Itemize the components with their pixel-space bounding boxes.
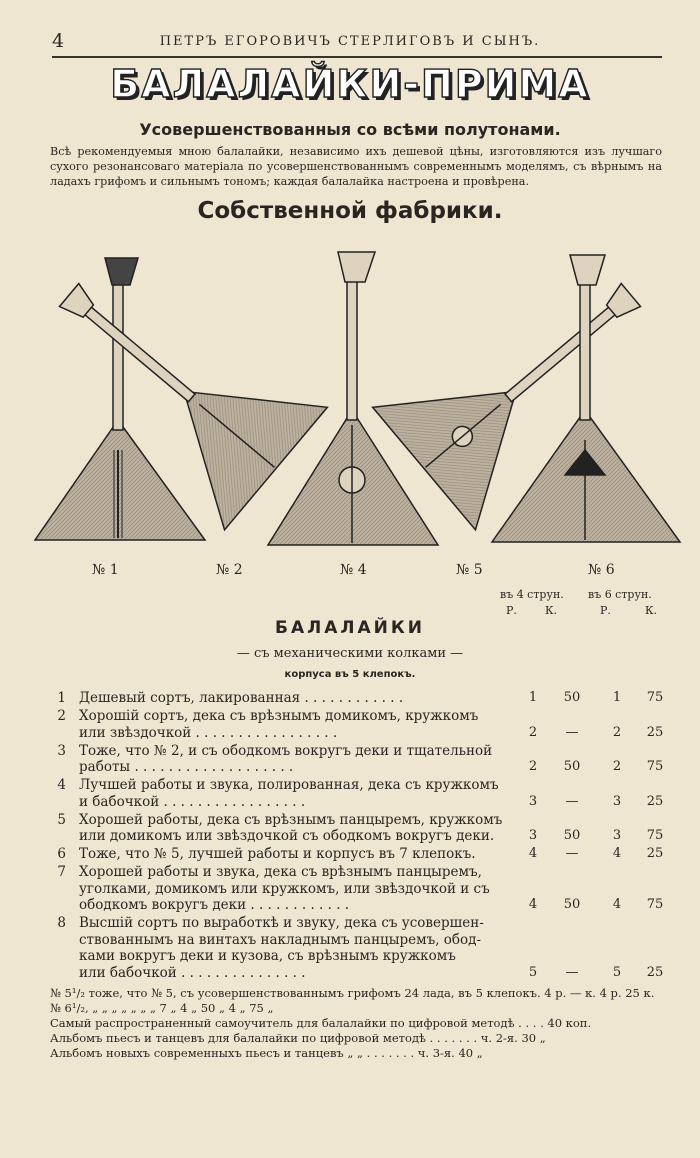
price-row-number: 8 [57,915,66,931]
price-p4k: 50 [563,828,581,843]
page-subtitle: Усовершенствованныя со всѣми полутонами. [139,120,561,139]
price-row-number: 3 [57,742,66,759]
col-head-four-strings: въ 4 струн. [500,588,564,601]
price-p4k: 50 [563,759,581,774]
footnote-line: Альбомъ новыхъ современныхъ пьесъ и танцевъ „ „ . . . . . . . ч. 3-я. 40 „ [50,1046,483,1060]
price-p6r: 4 [612,897,622,912]
price-p4r: 5 [528,964,538,980]
balalaika-1-image [35,258,205,540]
price-p4r: 2 [528,759,538,774]
col-head-kop-4: К. [545,604,558,617]
price-row-text-line: Хорошей работы, дека съ врѣзнымъ панцыремъ, кружкомъ [79,811,503,828]
col-head-six-strings: въ 6 струн. [588,588,652,601]
col-head-kop-6: К. [645,604,658,617]
price-row-number: 4 [57,777,66,793]
price-p4k: 50 [563,897,581,912]
price-row-text-line: Дешевый сортъ, лакированная . . . . . . . . . . . . [79,690,404,706]
price-p6k: 25 [646,724,664,740]
price-p6r: 4 [612,846,622,861]
price-row-text-line: Тоже, что № 2, и съ ободкомъ вокругъ деки и тщательной [79,742,493,759]
balalaika-illustration [0,240,700,555]
price-p6r: 2 [612,724,622,740]
col-head-rub-4: Р. [506,604,517,617]
figure-label-6: № 6 [588,562,615,578]
footnote-line: Альбомъ пьесъ и танцевъ для балалайки по цифровой методѣ . . . . . . . ч. 2-я. 30 „ [50,1031,546,1045]
page-number: 4 [52,30,65,52]
price-row-number: 7 [57,864,66,880]
footnote-line: № 6¹/₂, „ „ „ „ „ „ „ 7 „ 4 „ 50 „ 4 „ 75 „ [50,1001,274,1015]
price-row-text-line: работы . . . . . . . . . . . . . . . . . . . [79,759,294,775]
price-row-text-line: или домикомъ или звѣздочкой съ ободкомъ вокругъ деки. [79,828,495,844]
price-row-text-line: Высшій сортъ по выработкѣ и звуку, дека съ усовершен- [79,915,484,931]
price-row-text-line: и бабочкой . . . . . . . . . . . . . . . . . [79,793,306,810]
price-row-text-line: уголками, домикомъ или кружкомъ, или звѣздочкой и съ [79,880,490,897]
balalaika-2-image [18,240,328,530]
figure-label-1: № 1 [92,562,119,578]
page-header: ПЕТРЪ ЕГОРОВИЧЪ СТЕРЛИГОВЪ И СЫНЪ. [159,34,541,49]
factory-heading: Собственной фабрики. [197,198,503,224]
price-p6k: 25 [646,846,664,861]
price-row-text-line: или звѣздочкой . . . . . . . . . . . . . . . . . [79,724,338,741]
section-title: БАЛАЛАЙКИ [274,618,426,638]
price-p4k: — [565,846,579,861]
price-p6k: 25 [646,964,664,980]
price-p6r: 3 [612,793,622,809]
price-row-text-line: ствованнымъ на винтахъ накладнымъ панцыремъ, обод- [79,931,482,948]
balalaika-4-image [268,252,438,545]
price-row-number: 5 [57,811,66,828]
price-p4r: 4 [528,846,538,861]
price-p6r: 2 [612,759,622,774]
figure-label-2: № 2 [216,562,243,578]
price-p6r: 1 [612,690,622,705]
footnote-line: № 5¹/₂ тоже, что № 5, съ усовершенствованнымъ грифомъ 24 лада, въ 5 клепокъ. 4 р. — к. 4 р. 25 к. [50,986,655,1000]
price-p4k: — [565,724,579,740]
price-p6k: 25 [646,793,664,809]
price-row-number: 6 [57,846,66,862]
price-p4r: 1 [528,690,538,705]
price-p4k: 50 [563,690,581,705]
section-note: корпуса въ 5 клепокъ. [284,669,416,680]
price-row-text-line: ободкомъ вокругъ деки . . . . . . . . . . . . [79,897,350,913]
price-row-number: 2 [57,708,66,724]
price-p6k: 75 [646,759,664,774]
price-p4r: 2 [528,724,538,740]
price-row-text-line: или бабочкой . . . . . . . . . . . . . . . [79,964,306,981]
price-row-text-line: ками вокругъ деки и кузова, съ врѣзнымъ кружкомъ [79,948,456,964]
header-rule [52,56,662,58]
price-row-text-line: Лучшей работы и звука, полированная, дека съ кружкомъ [79,777,499,793]
section-subtitle: — съ механическими колками — [236,646,464,661]
balalaika-6-image [492,255,680,542]
price-row-text-line: Хорошій сортъ, дека съ врѣзнымъ домикомъ, кружкомъ [79,708,479,724]
price-p4k: — [565,793,579,809]
price-p6k: 75 [646,897,664,912]
price-row-number: 1 [57,690,66,706]
price-p4k: — [565,964,579,980]
page-title: БАЛАЛАЙКИ-ПРИМА [110,62,590,106]
price-p6k: 75 [646,690,664,705]
price-row-text-line: Тоже, что № 5, лучшей работы и корпусъ въ 7 клепокъ. [79,846,476,862]
figure-label-5: № 5 [456,562,483,578]
price-row-text-line: Хорошей работы и звука, дека съ врѣзнымъ панцыремъ, [79,864,482,880]
price-p6k: 75 [646,828,664,843]
price-p4r: 4 [528,897,538,912]
col-head-rub-6: Р. [600,604,611,617]
price-p6r: 3 [612,828,622,843]
price-p4r: 3 [528,793,538,809]
price-p6r: 5 [612,964,622,980]
figure-label-4: № 4 [340,562,367,578]
price-p4r: 3 [528,828,538,843]
intro-paragraph: Всѣ рекомендуемыя мною балалайки, независимо ихъ дешевой цѣны, изготовляются изъ лучшаго сухого резонансоваго матеріала по усовершенствованнымъ современнымъ моделямъ, съ вѣрнымъ на ладахъ грифомъ и сильнымъ тономъ; каждая балалайка настроена и провѣрена. [50,145,662,188]
footnote-line: Самый распространенный самоучитель для балалайки по цифровой методѣ . . . . 40 коп. [50,1016,592,1030]
